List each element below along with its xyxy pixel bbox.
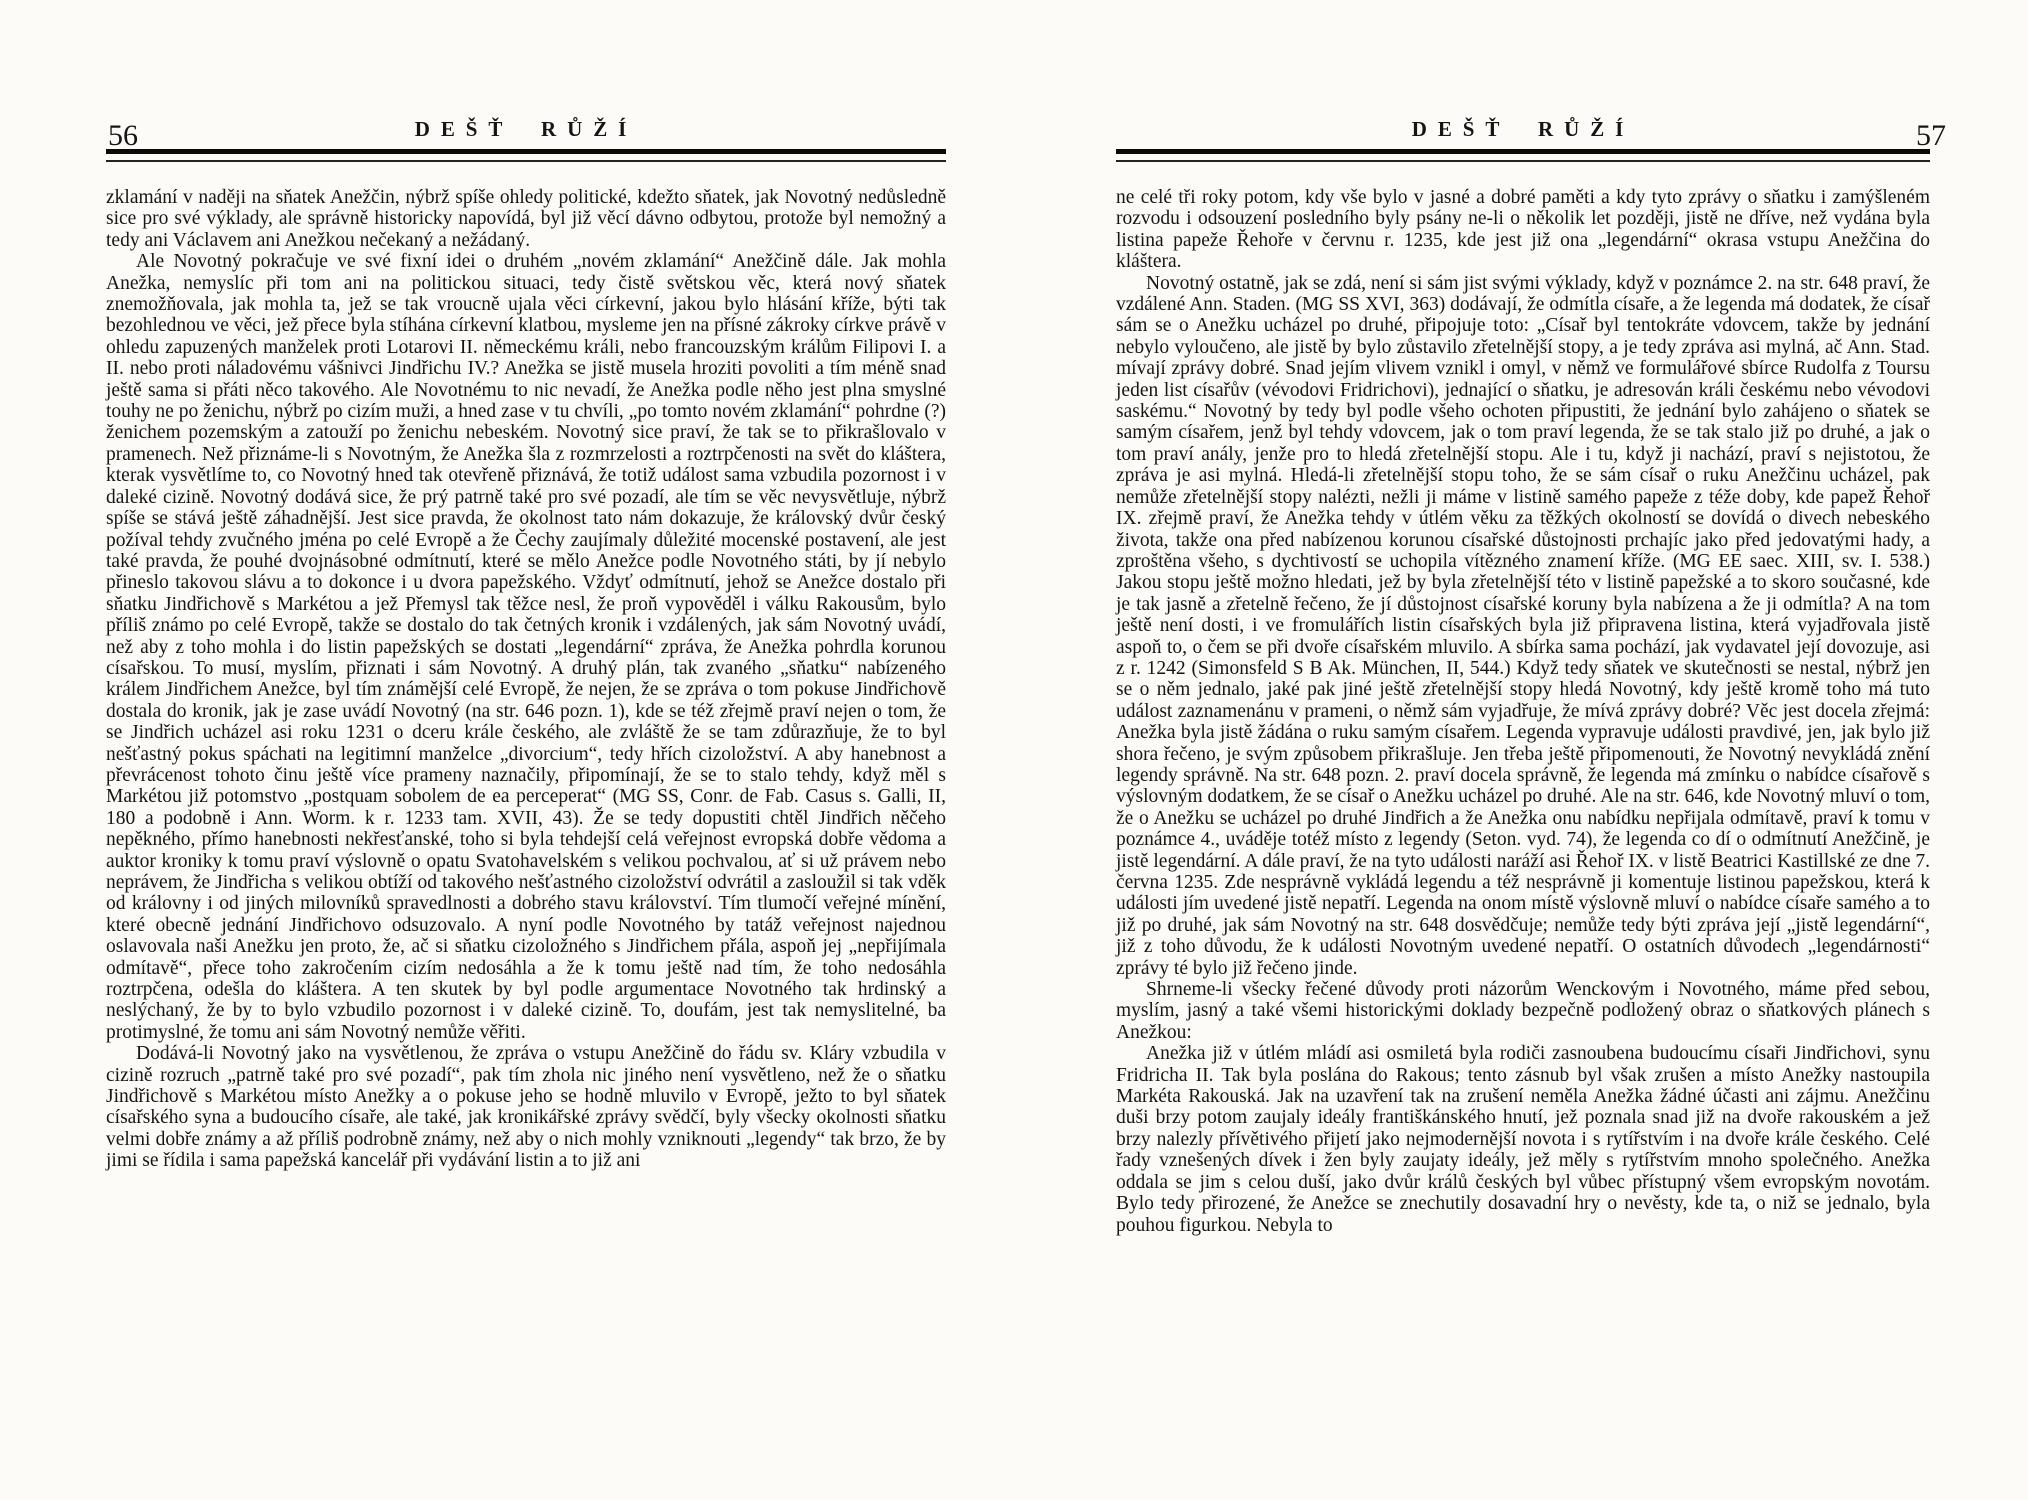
running-title: DEŠŤ RŮŽÍ	[1411, 117, 1635, 141]
header-rule-thin	[1116, 160, 1930, 162]
page-header	[1116, 96, 1946, 152]
paragraph: Anežka již v útlém mládí asi osmiletá byla rodiči zasnoubena budoucímu císaři Jindřichovi, synu Fridricha II. Tak byla poslána do Rakous; tento zásnub byl však zrušen a místo Anežky nastoupila Markéta Rakouská. Jak na uzavření tak na zrušení neměla Anežka žádné účasti ani zájmu. Anežčinu duši brzy potom zaujaly ideály františkánského hnutí, jež poznala snad již na dvoře rakouském a jež brzy nalezly přívětivého přijetí jako nejmodernější novota i s rytířstvím i na dvoře krále českého. Celé řady vznešených dívek i žen byly zaujaty ideály, jež měly s rytířstvím mnoho společného. Anežka oddala se jim s celou duší, jako dvůr králů českých byl vůbec přístupný všem evropským novotám. Bylo tedy přirozené, že Anežce se znechutily dosavadní hry o nevěsty, kde ta, o niž se jednalo, byla pouhou figurkou. Nebyla to	[1116, 1043, 1930, 1236]
page-left-56	[106, 96, 946, 1172]
paragraph: ne celé tři roky potom, kdy vše bylo v jasné a dobré paměti a kdy tyto zprávy o sňatku i zamýšleném rozvodu i odsouzení posledního byly psány ne-li o několik let později, jistě ne dříve, než vydána byla listina papeže Řehoře v červnu r. 1235, kde jest již ona „legendární“ okrasa vstupu Anežčina do kláštera.	[1116, 187, 1930, 273]
paragraph: Novotný ostatně, jak se zdá, není si sám jist svými výklady, když v poznámce 2. na str. 648 praví, že vzdálené Ann. Staden. (MG SS XVI, 363) dodávají, že odmítla císaře, a že legenda má dodatek, že císař sám se o Anežku ucházel po druhé, připojuje toto: „Císař byl tentokráte vdovcem, takže by jednání nebylo vyloučeno, ale jistě by bylo zůstavilo zřetelnější stopy, a je tedy zpráva asi mylná, ač Ann. Stad. mívají zprávy dobré. Snad jejím vlivem vznikl i omyl, v němž ve formulářové sbírce Rudolfa z Toursu jeden list císařův (vévodovi Fridrichovi), jednající o sňatku, je adresován králi českému nebo vévodovi saskému.“ Novotný by tedy byl podle všeho ochoten připustiti, že jednání bylo zahájeno o sňatek se samým císařem, jenž byl tehdy vdovcem, jak o tom praví legenda, že se tak stalo již po druhé, a jak o tom praví anály, jenže pro to hledá zřetelnější stopu. Ale i tu, když ji nachází, praví s nejistotou, že zpráva je asi mylná. Hledá-li zřetelnější stopu toho, že se sám císař o ruku Anežčinu ucházel, pak nemůže zřetelnější stopy nalézti, nežli ji máme v listině samého papeže z téže doby, kde papež Řehoř IX. zřejmě praví, že Anežka tehdy v útlém věku za těžkých okolností se dovídá o divech nebeského života, takže ona před nabízenou korunou císařské důstojnosti prchajíc jako před jedovatými hady, a zproštěna všeho, s dychtivostí se uchopila vítězného znamení kříže. (MG EE saec. XIII, sv. I. 538.) Jakou stopu ještě možno hledati, jež by byla zřetelnější této v listině papežské a to skoro současné, kde je tak jasně a zřetelně řečeno, že jí důstojnost císařské koruny byla nabízena a že ji odmítla? A na tom ještě není dosti, i ve fromulářích listin císařských byla již připravena listina, která vyjadřovala jistě aspoň to, o čem se při dvoře císařském mluvilo. A sbírka sama pochází, jak vydavatel její dovozuje, asi z r. 1242 (Simonsfeld S B Ak. München, II, 544.) Když tedy sňatek ve skutečnosti se nestal, nýbrž jen se o něm jednalo, jaké pak jiné ještě zřetelnější stopy hledá Novotný, kdy ještě kromě toho má tuto událost zaznamenánu v prameni, o němž sám vyjadřuje, že mívá zprávy dobré? Věc jest docela zřejmá: Anežka byla jistě žádána o ruku samým císařem. Legenda vypravuje události pravdivé, jen, jak bylo již shora řečeno, je svým způsobem přikrašluje. Jen třeba ještě připomenouti, že Novotný nevykládá znění legendy správně. Na str. 648 pozn. 2. praví docela správně, že legenda má zmínku o nabídce císařově s výslovným dodatkem, že se císař o Anežku ucházel po druhé. Ale na str. 646, kde Novotný mluví o tom, že o Anežku se ucházel po druhé Jindřich a že Anežka onu nabídku nepřijala odmítavě, praví k tomu v poznámce 4., uváděje totéž místo z legendy (Seton. vyd. 74), že legenda co dí o odmítnutí Anežčině, je jistě legendární. A dále praví, že na tyto události naráží asi Řehoř IX. v listě Beatrici Kastillské ze dne 7. června 1235. Zde nesprávně vykládá legendu a též nesprávně ji komentuje listinou papežskou, která k události jím uvedené jistě nepatří. Legenda na onom místě výslovně mluví o nabídce císaře samého a to již po druhé, jak sám Novotný na str. 648 dosvědčuje; nemůže tedy býti zpráva její „jistě legendární“, již z toho důvodu, že k události Novotným uvedené nepatří. O ostatních důvodech „legendárnosti“ zprávy té bylo již řečeno jinde.	[1116, 272, 1930, 979]
header-rule-thick	[106, 149, 946, 154]
paragraph: zklamání v naději na sňatek Anežčin, nýbrž spíše ohledy politické, kdežto sňatek, jak Novotný nedůsledně sice pro své výklady, ale správně historicky napovídá, byl již věcí dávno odbytou, protože byl nemožný a tedy ani Václavem ani Anežkou nečekaný a nežádaný.	[106, 187, 946, 251]
page-right-57	[1116, 96, 1946, 1236]
paragraph: Ale Novotný pokračuje ve své fixní idei o druhém „novém zklamání“ Anežčině dále. Jak mohla Anežka, nemyslíc při tom ani na politickou situaci, tedy čistě světskou věc, která nový sňatek znemožňovala, jak mohla ta, jež se tak vroucně ujala věci církevní, jakou bylo hlásání kříže, býti tak bezohlednou ve věci, jež přece byla stíhána církevní klatbou, mysleme jen na přísné zákroky církve právě v ohledu zapuzených manželek proti Lotarovi II. německému králi, nebo francouzským králům Filipovi I. a II. nebo proti náladovému vášnivci Jindřichu IV.? Anežka se jistě musela hroziti povoliti a tím méně snad ještě sama si přáti něco takového. Ale Novotnému to nic nevadí, že Anežka podle něho jest plna smyslné touhy ne po ženichu, nýbrž po cizím muži, a hned zase v tu chvíli, „po tomto novém zklamání“ pohrdne (?) ženichem pozemským a zatouží po ženichu nebeském. Novotný sice praví, že tak se to přikrašlovalo v pramenech. Než přiznáme-li s Novotným, že Anežka šla z rozmrzelosti a roztrpčenosti na svět do kláštera, kterak vysvětlíme to, co Novotný hned tak otevřeně přiznává, že totiž událost sama vzbudila pozornost i v daleké cizině. Novotný dodává sice, že prý patrně také pro své pozadí, ale tím se věc nevysvětluje, nýbrž spíše se stává ještě záhadnější. Jest sice pravda, že okolnost tato nám dokazuje, že královský dvůr český požíval tehdy zvučného jména po celé Evropě a že Čechy zaujímaly důležité mocenské postavení, ale jest také pravda, že pouhé dvojnásobné odmítnutí, které se mělo Anežce podle Novotného státi, by jí nebylo přineslo takovou slávu a to dokonce i u dvora papežského. Vždyť odmítnutí, jehož se Anežce dostalo při sňatku Jindřichově s Markétou a jež Přemysl tak těžce nesl, že proň vypověděl i válku Rakousům, bylo příliš známo po celé Evropě, takže se dostalo do tak četných kronik i vzdálených, jak sám Novotný uvádí, než aby z toho mohla i do listin papežských se dostati „legendární“ zpráva, že Anežka pohrdla korunou císařskou. To musí, myslím, přiznati i sám Novotný. A druhý plán, tak zvaného „sňatku“ nabízeného králem Jindřichem Anežce, byl tím známější celé Evropě, že nejen, že se zpráva o tom pokuse Jindřichově dostala do kronik, jak je zase uvádí Novotný (na str. 646 pozn. 1), kde se též zřejmě praví nejen o tom, že se Jindřich ucházel asi roku 1231 o dceru krále českého, ale zvláště že se tam zdůrazňuje, že to byl nešťastný pokus spáchati na legitimní manželce „divorcium“, tedy hřích cizoložství. A aby hanebnost a převrácenost tohoto činu ještě více prameny naznačily, připomínají, že se to stalo tehdy, když měl s Markétou již potomstvo „postquam sobolem de ea perceperat“ (MG SS, Conr. de Fab. Casus s. Galli, II, 180 a podobně i Ann. Worm. k r. 1233 tam. XVII, 43). Že se tedy dopustiti chtěl Jindřich něčeho nepěkného, přímo hanebnosti nekřesťanské, toho si byla tehdejší celá veřejnost evropská dobře vědoma a auktor kroniky k tomu praví výslovně o opatu Svatohavelském s velikou pochvalou, ať si už právem nebo neprávem, že Jindřicha s velikou obtíží od takového nešťastného cizoložství odvrátil a zasloužil si tak vděk od královny i od jiných milovníků spravedlnosti a dobrého stavu království. Tím tlumočí veřejné mínění, které obecně jednání Jindřichovo odsuzovalo. A nyní podle Novotného by tatáž veřejnost najednou oslavovala naši Anežku jen proto, že, ač si sňatku cizoložného s Jindřichem přála, aspoň jej „nepřijímala odmítavě“, přece toho zakročením cizím nedosáhla a že k tomu ještě nad tím, že toho nedosáhla roztrpčena, odešla do kláštera. A ten skutek by byl podle argumentace Novotného tak hrdinský a neslýchaný, že by to bylo vzbudilo pozornost i v daleké cizině. To, doufám, jest tak nemyslitelné, ba protimyslné, že tomu ani sám Novotný nemůže věřiti.	[106, 251, 946, 1043]
page-number: 57	[1916, 119, 1946, 152]
page-body	[1116, 187, 1930, 1236]
page-body	[106, 187, 946, 1172]
page-number: 56	[108, 119, 138, 152]
header-rule-thin	[106, 160, 946, 162]
page-header	[106, 96, 946, 152]
running-title: DEŠŤ RŮŽÍ	[414, 117, 638, 141]
paragraph: Shrneme-li všecky řečené důvody proti názorům Wenckovým i Novotného, máme před sebou, myslím, jasný a také všemi historickými doklady bezpečně podložený obraz o sňatkových plánech s Anežkou:	[1116, 979, 1930, 1043]
paragraph: Dodává-li Novotný jako na vysvětlenou, že zpráva o vstupu Anežčině do řádu sv. Kláry vzbudila v cizině rozruch „patrně také pro své pozadí“, pak tím zhola nic jiného není vysvětleno, než že o sňatku Jindřichově s Markétou místo Anežky a o pokuse jeho se hodně mluvilo v Evropě, ježto to byl sňatek císařského syna a budoucího císaře, ale také, jak kronikářské zprávy svědčí, byly všecky okolnosti sňatku velmi dobře známy a až příliš podrobně známy, než aby o nich mohly vzniknouti „legendy“ tak brzo, že by jimi se řídila i sama papežská kancelář při vydávání listin a to již ani	[106, 1043, 946, 1172]
header-rule-thick	[1116, 149, 1930, 154]
